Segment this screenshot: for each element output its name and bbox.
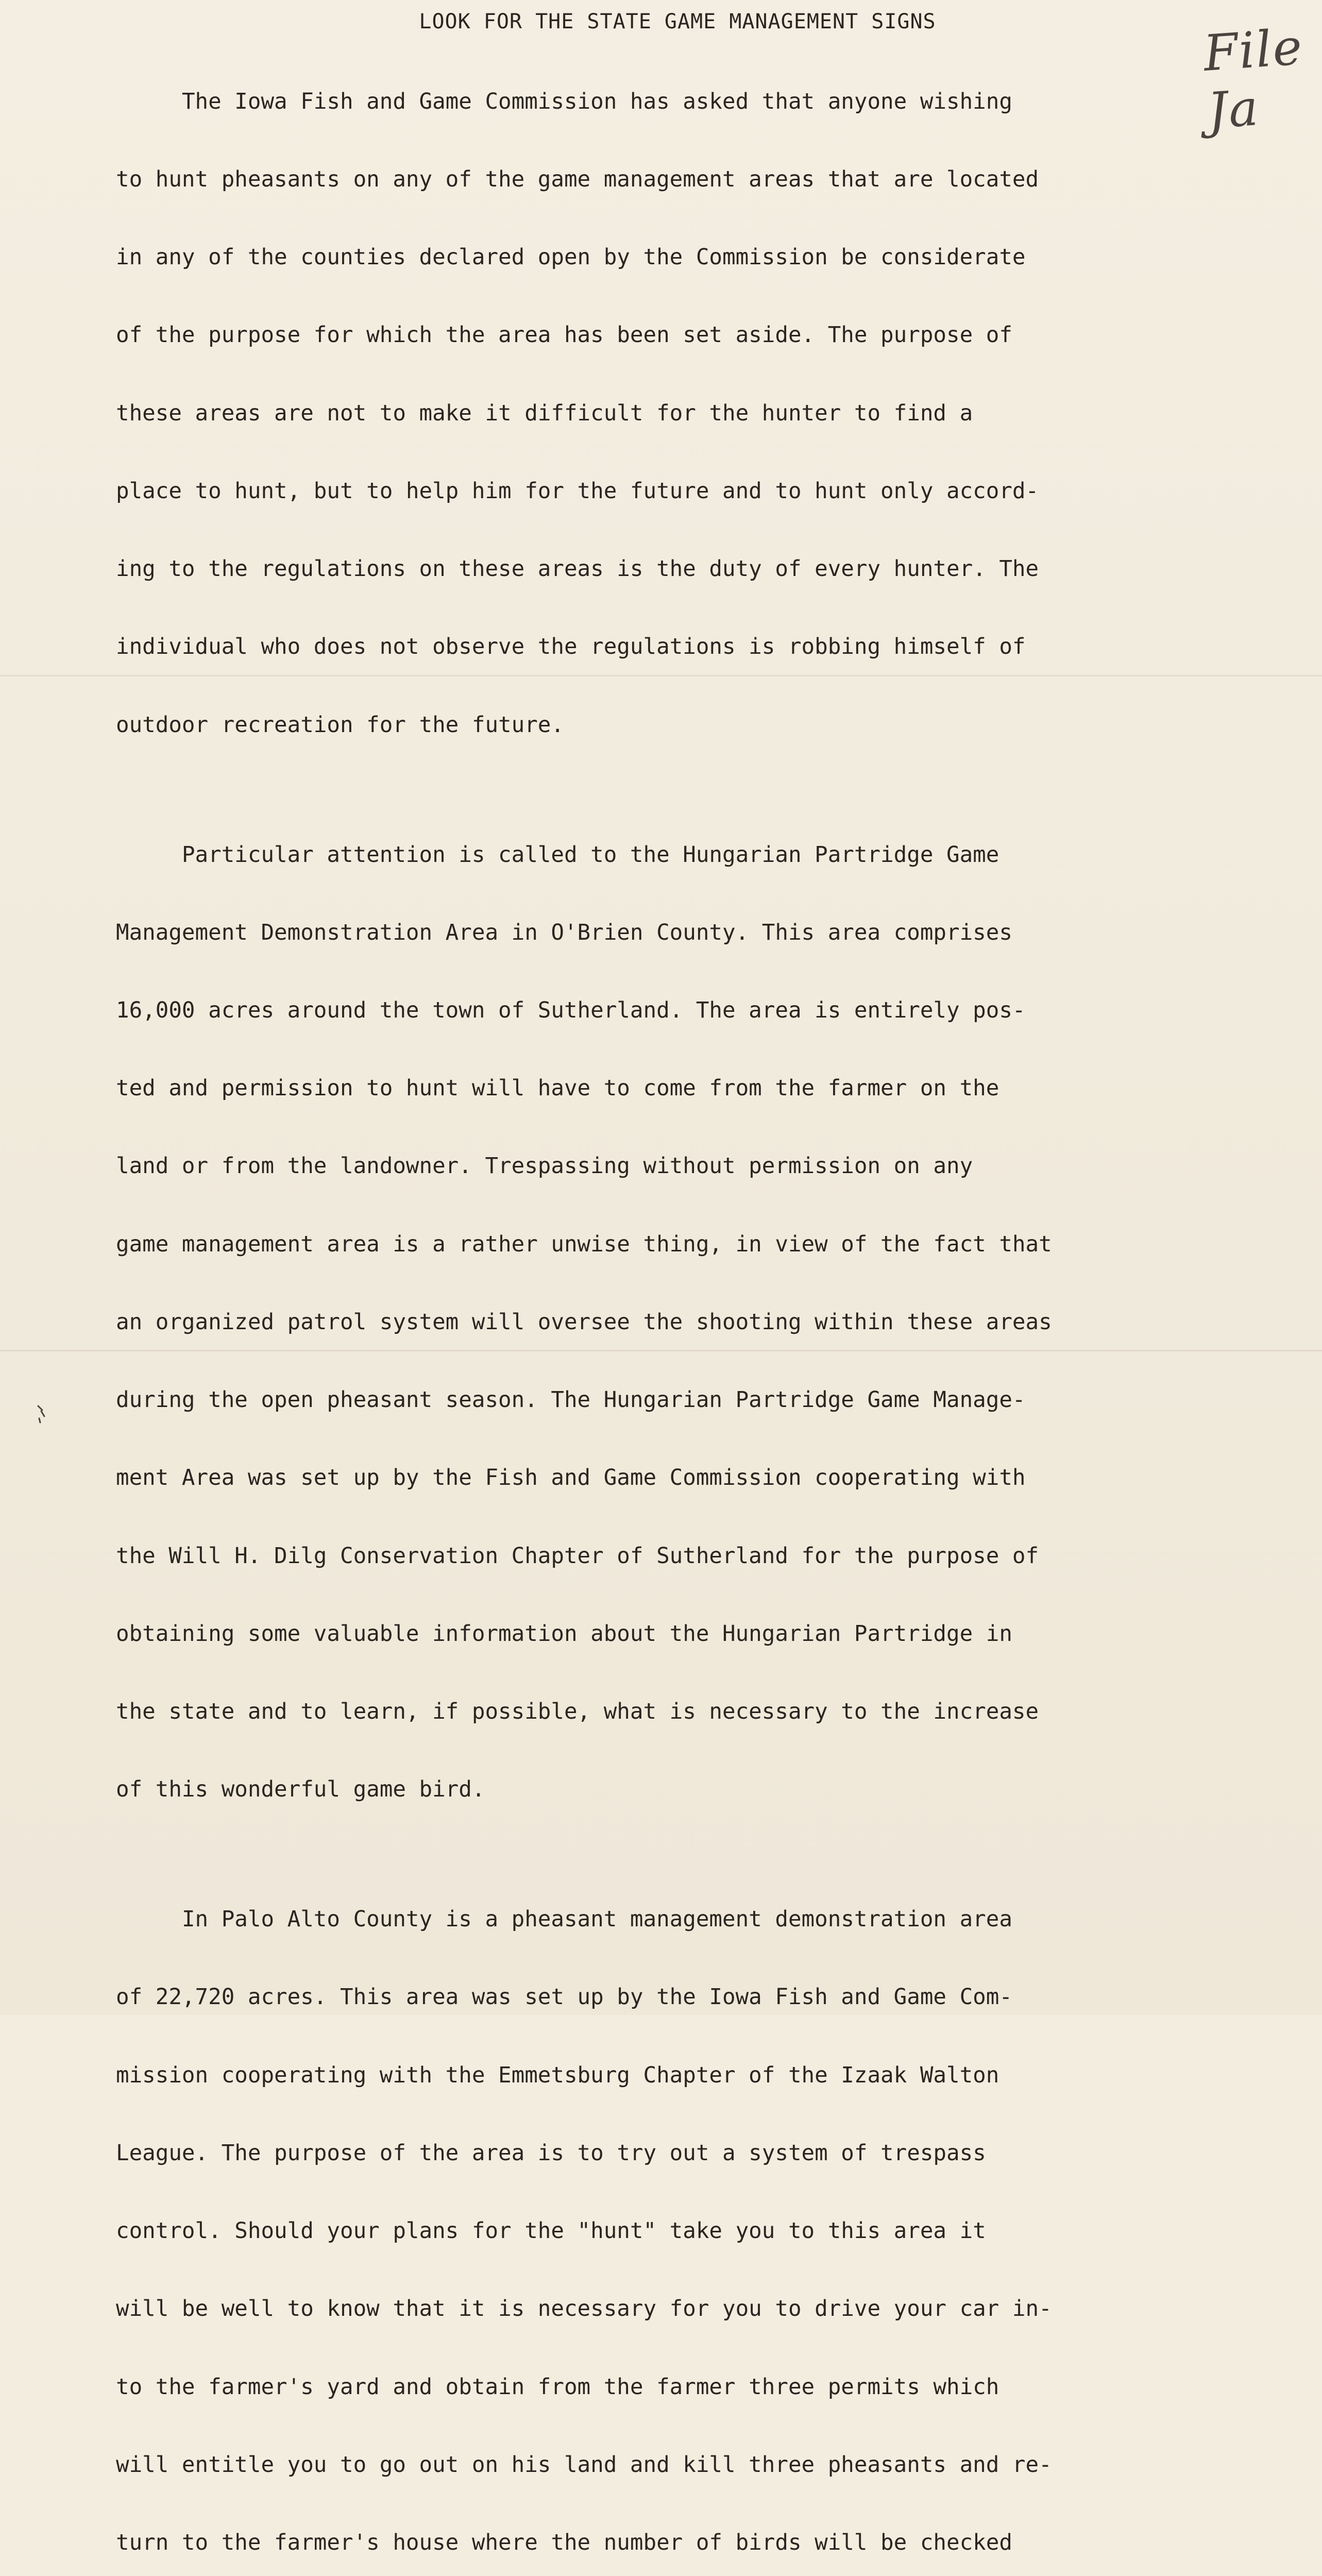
paragraph-obrien-county — [116, 790, 1239, 1855]
text-line: of 22,720 acres. This area was set up by the Iowa Fish and Game Com- — [116, 1985, 1012, 2010]
handwritten-file-note: File Ja — [1201, 18, 1305, 140]
text-line: to hunt pheasants on any of the game management areas that are located — [116, 167, 1039, 193]
document-title: LOOK FOR THE STATE GAME MANAGEMENT SIGNS — [419, 10, 936, 33]
text-line: 16,000 acres around the town of Sutherland. The area is entirely pos- — [116, 998, 1026, 1024]
document-body — [116, 8, 1239, 2576]
text-line: individual who does not observe the regulations is robbing himself of — [116, 634, 1026, 660]
text-line: will entitle you to go out on his land and kill three pheasants and re- — [116, 2452, 1052, 2478]
text-line: these areas are not to make it difficult for the hunter to find a — [116, 400, 973, 426]
text-line: the Will H. Dilg Conservation Chapter of Sutherland for the purpose of — [116, 1543, 1039, 1569]
text-line: of this wonderful game bird. — [116, 1777, 485, 1803]
text-line: In Palo Alto County is a pheasant management demonstration area — [116, 1907, 1012, 1933]
text-line: ing to the regulations on these areas is the duty of every hunter. The — [116, 556, 1039, 582]
text-line: ted and permission to hunt will have to come from the farmer on the — [116, 1076, 999, 1101]
text-line: control. Should your plans for the "hunt" take you to this area it — [116, 2218, 986, 2244]
paragraph-palo-alto-county — [116, 1855, 1239, 2576]
text-line: place to hunt, but to help him for the future and to hunt only accord- — [116, 478, 1039, 504]
text-line: in any of the counties declared open by the Commission be considerate — [116, 245, 1026, 270]
text-line: turn to the farmer's house where the number of birds will be checked — [116, 2530, 1012, 2555]
text-line: obtaining some valuable information about the Hungarian Partridge in — [116, 1621, 1012, 1647]
text-line: the state and to learn, if possible, what is necessary to the increase — [116, 1699, 1039, 1724]
text-line: Particular attention is called to the Hungarian Partridge Game — [116, 842, 999, 868]
text-line: game management area is a rather unwise thing, in view of the fact that — [116, 1231, 1052, 1257]
text-line: land or from the landowner. Trespassing without permission on any — [116, 1154, 973, 1179]
text-line: ment Area was set up by the Fish and Game Commission cooperating with — [116, 1465, 1026, 1491]
paragraph-intro — [116, 37, 1239, 790]
text-line: mission cooperating with the Emmetsburg Chapter of the Izaak Walton — [116, 2062, 999, 2088]
text-line: to the farmer's yard and obtain from the farmer three permits which — [116, 2374, 999, 2400]
text-line: an organized patrol system will oversee the shooting within these areas — [116, 1309, 1052, 1335]
text-line: Management Demonstration Area in O'Brien County. This area comprises — [116, 920, 1012, 945]
text-line: The Iowa Fish and Game Commission has asked that anyone wishing — [116, 89, 1012, 114]
text-line: outdoor recreation for the future. — [116, 712, 564, 738]
margin-ink-mark — [35, 1404, 47, 1425]
text-line: will be well to know that it is necessary for you to drive your car in- — [116, 2296, 1052, 2322]
text-line: of the purpose for which the area has been set aside. The purpose of — [116, 323, 1012, 348]
text-line: League. The purpose of the area is to try out a system of trespass — [116, 2140, 986, 2166]
text-line: during the open pheasant season. The Hungarian Partridge Game Manage- — [116, 1387, 1026, 1413]
